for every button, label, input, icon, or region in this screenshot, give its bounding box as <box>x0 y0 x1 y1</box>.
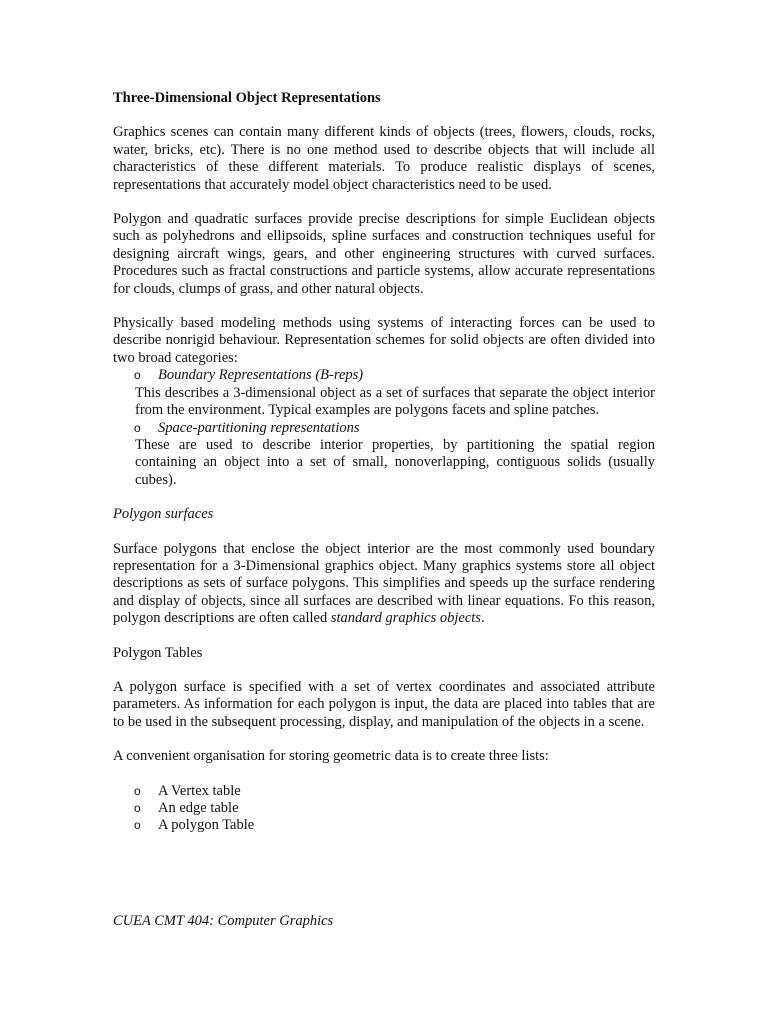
polygon-quadratic-paragraph: Polygon and quadratic surfaces provide precise descriptions for simple Euclidean objects such as polyhedrons and ellipsoids, spline surfaces and construction techniques useful for designing aircraft wings, gears, and other engineering structures with curved surfaces. Procedures such as fractal constructions and particle systems, allow accurate representations for clouds, clumps of grass, and other natural objects. <box>113 211 655 297</box>
polygon-tables-paragraph: A polygon surface is specified with a set of vertex coordinates and associated attribute parameters. As information for each polygon is input, the data are placed into tables that are to be used in the subsequent processing, display, and manipulation of the objects in a scene. <box>113 678 655 730</box>
intro-paragraph: Graphics scenes can contain many different kinds of objects (trees, flowers, clouds, rocks, water, bricks, etc). There is no one method used to describe objects that will include all characteristics of these different materials. To produce realistic displays of scenes, representations that accurately model object characteristics need to be used. <box>113 124 655 193</box>
bullet-marker: o <box>134 420 141 435</box>
list-item-label: A Vertex table <box>158 782 241 799</box>
bullet-marker: o <box>134 783 141 798</box>
table-list <box>113 783 655 835</box>
emphasis-term: standard graphics objects <box>330 610 481 627</box>
section-heading-polygon-tables: Polygon Tables <box>113 644 203 661</box>
category-description: These are used to describe interior properties, by partitioning the spatial region containing an object into a set of small, nonoverlapping, contiguous solids (usually cubes). <box>135 436 655 488</box>
category-title: Space-partitioning representations <box>158 419 360 436</box>
page-footer: CUEA CMT 404: Computer Graphics <box>113 913 334 929</box>
list-item-label: A polygon Table <box>158 817 255 834</box>
list-item-label: An edge table <box>158 800 239 816</box>
list-item <box>113 367 655 384</box>
sentence-end: . <box>480 610 485 627</box>
list-item <box>113 800 655 817</box>
category-list <box>113 367 655 489</box>
bullet-marker: o <box>134 818 141 833</box>
category-title: Boundary Representations (B-reps) <box>158 367 364 384</box>
page-title: Three-Dimensional Object Representations <box>113 90 381 106</box>
list-item <box>113 783 655 800</box>
list-item <box>113 420 655 437</box>
physically-based-paragraph: Physically based modeling methods using systems of interacting forces can be used to describe nonrigid behaviour. Representation schemes for solid objects are often divided into two broad categories: <box>113 315 655 366</box>
polygon-surfaces-paragraph <box>113 541 655 628</box>
category-description: This describes a 3-dimensional object as a set of surfaces that separate the object interior from the environment. Typical examples are polygons facets and spline patches. <box>135 384 655 419</box>
list-item <box>113 817 655 834</box>
polygon-surfaces-text: Surface polygons that enclose the object interior are the most commonly used boundary representation for a 3-Dimensional graphics object. Many graphics systems store all object descriptions as sets of surface polygons. This simplifies and speeds up the surface rendering and display of objects, since all surfaces are described with linear equations. Fo this reason, polygon descriptions are often called <box>113 540 655 627</box>
bullet-marker: o <box>134 801 141 815</box>
lists-intro-paragraph: A convenient organisation for storing geometric data is to create three lists: <box>113 748 549 765</box>
section-heading-polygon-surfaces: Polygon surfaces <box>113 506 214 523</box>
bullet-marker: o <box>134 368 141 383</box>
